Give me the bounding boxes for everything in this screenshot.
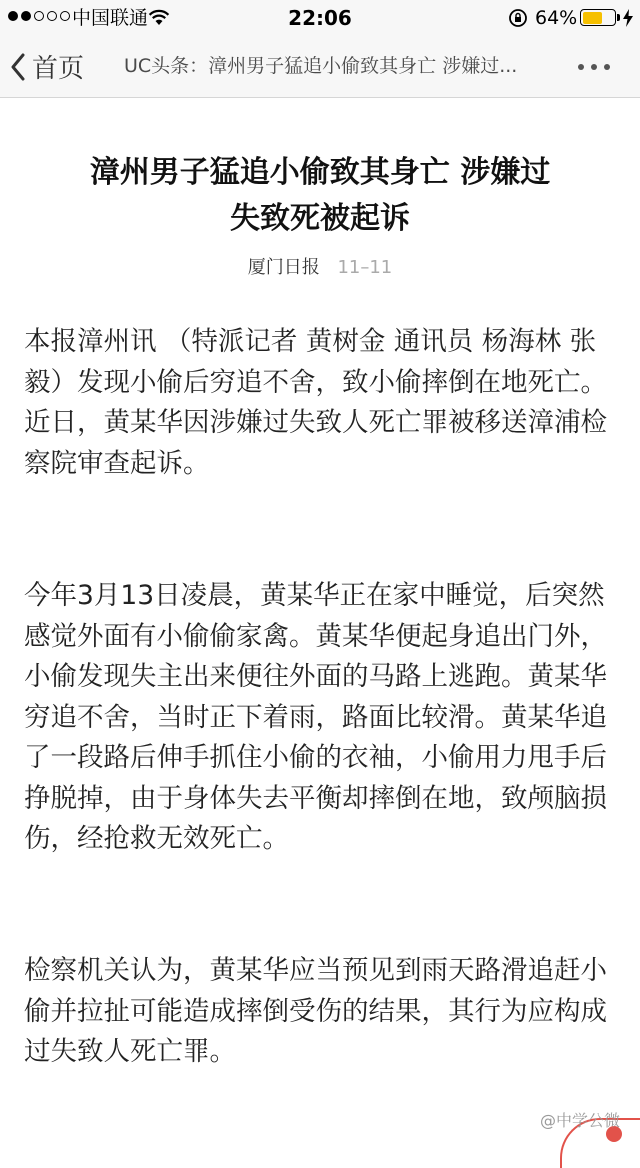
- battery-icon: [580, 9, 616, 26]
- article-title-line1: 漳州男子猛追小偷致其身亡 涉嫌过: [89, 155, 551, 190]
- article-title: [40, 150, 600, 242]
- article: [0, 98, 640, 1138]
- article-paragraph: 本报漳州讯 （特派记者 黄树金 通讯员 杨海林 张毅）发现小偷后穷追不舍，致小偷摔倒在地死亡。近日，黄某华因涉嫌过失致人死亡罪被移送漳浦检察院审查起诉。: [24, 326, 607, 479]
- status-bar: [0, 0, 640, 36]
- charging-bolt-icon: [622, 8, 634, 28]
- article-paragraph: 今年3月13日凌晨，黄某华正在家中睡觉，后突然感觉外面有小偷偷家禽。黄某华便起身追出门外，小偷发现失主出来便往外面的马路上逃跑。黄某华穷追不舍，当时正下着雨，路面比较滑。黄某华追了一段路后伸手抓住小偷的衣袖，小偷用力甩手后挣脱掉，由于身体失去平衡却摔倒在地，致颅脑损伤，经抢救无效死亡。: [24, 580, 607, 854]
- more-dots-icon: [578, 64, 584, 70]
- article-date: 11–11: [337, 257, 393, 278]
- more-options-button[interactable]: [578, 36, 610, 97]
- rotation-lock-icon: [508, 8, 528, 28]
- carrier-name: 中国联通: [72, 7, 149, 29]
- battery-percent: 64%: [535, 7, 578, 29]
- article-paragraph: 检察机关认为，黄某华应当预见到雨天路滑追赶小偷并拉扯可能造成摔倒受伤的结果，其行为应构成过失致人死亡罪。: [24, 955, 607, 1067]
- battery-tip: [617, 14, 620, 21]
- nav-bar: [0, 36, 640, 98]
- back-label: 首页: [32, 54, 85, 84]
- watermark: @中学公微: [540, 1111, 621, 1130]
- article-title-line2: 失致死被起诉: [230, 201, 410, 236]
- clock: 22:06: [288, 6, 352, 30]
- page-title: UC头条：漳州男子猛追小偷致其身亡 涉嫌过...: [124, 55, 518, 77]
- article-source[interactable]: 厦门日报: [247, 257, 320, 278]
- back-button[interactable]: [10, 36, 84, 97]
- chevron-left-icon: [10, 53, 26, 81]
- article-meta: [0, 256, 640, 280]
